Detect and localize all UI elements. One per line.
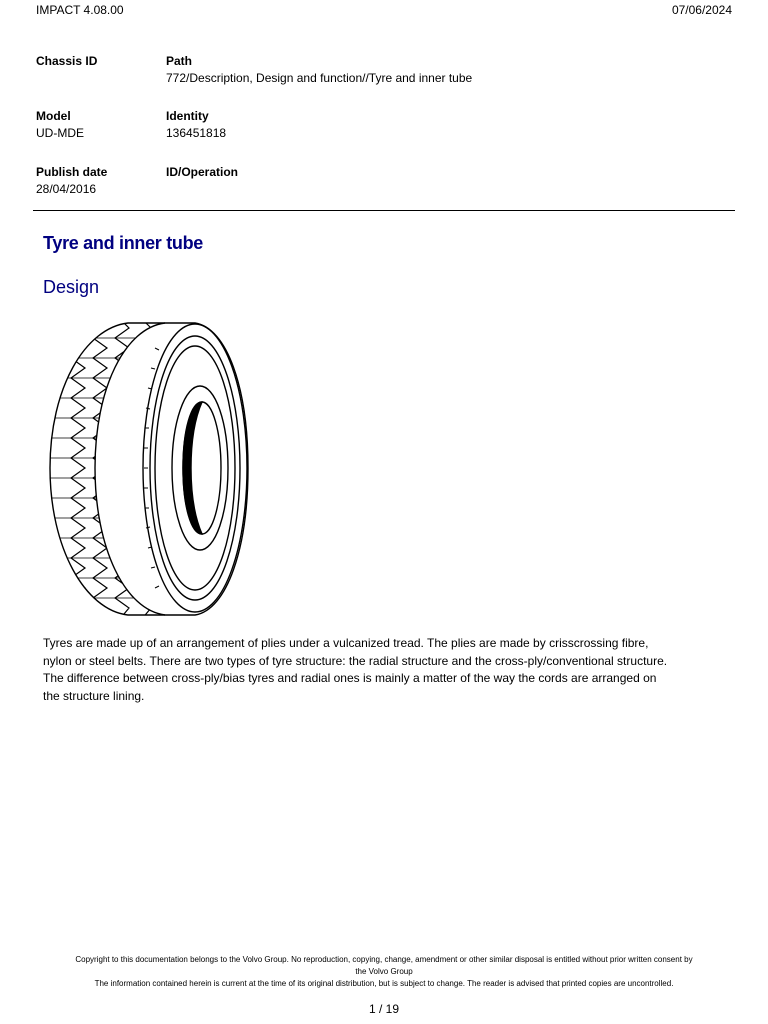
publish-date-label: Publish date: [36, 165, 108, 179]
app-version: IMPACT 4.08.00: [36, 3, 124, 17]
print-date: 07/06/2024: [671, 3, 732, 17]
copyright-line: Copyright to this documentation belongs to the Volvo Group. No reproduction, copying, change, amendment or other similar disposal is entitled without prior written consent by: [75, 955, 693, 964]
tyre-illustration: [45, 318, 255, 620]
uncontrolled-notice: The information contained herein is current at the time of its original distribution, but is subject to change. The reader is advised that printed copies are uncontrolled.: [94, 979, 674, 988]
page-title: Tyre and inner tube: [43, 233, 203, 253]
copyright-line: the Volvo Group: [355, 967, 413, 976]
page-number: 1 / 19: [368, 1002, 400, 1016]
header-divider: [33, 210, 735, 211]
chassis-id-label: Chassis ID: [36, 54, 98, 68]
paragraph-line: the structure lining.: [43, 688, 145, 703]
description-paragraph: [43, 635, 733, 705]
model-label: Model: [36, 109, 71, 123]
copyright-notice: [24, 954, 744, 990]
path-value: 772/Description, Design and function//Tyre and inner tube: [166, 71, 473, 85]
identity-label: Identity: [166, 109, 209, 123]
section-heading: Design: [43, 277, 100, 297]
identity-value: 136451818: [166, 126, 227, 140]
path-label: Path: [166, 54, 193, 68]
model-value: UD-MDE: [36, 126, 84, 140]
paragraph-line: The difference between cross-ply/bias tyres and radial ones is mainly a matter of the way the cords are arranged on: [43, 671, 657, 685]
paragraph-line: Tyres are made up of an arrangement of plies under a vulcanized tread. The plies are made by crisscrossing fibre,: [43, 636, 649, 650]
publish-date-value: 28/04/2016: [36, 182, 97, 196]
paragraph-line: nylon or steel belts. There are two types of tyre structure: the radial structure and the cross-ply/conventional structure.: [43, 653, 668, 668]
id-operation-label: ID/Operation: [166, 165, 239, 179]
